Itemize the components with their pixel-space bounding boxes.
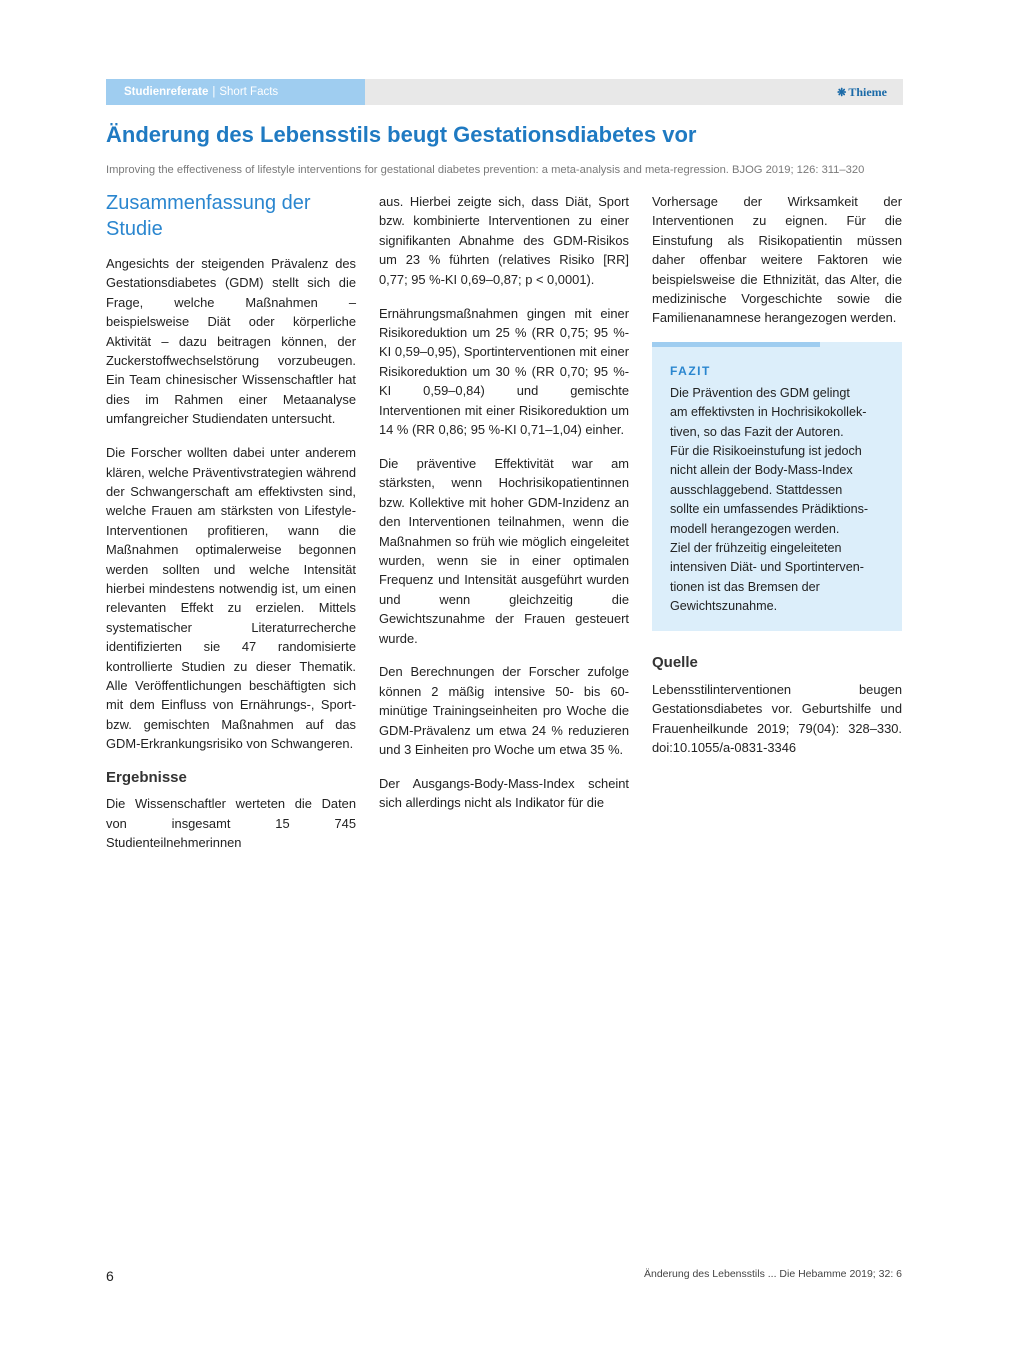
header-bar xyxy=(106,79,903,105)
column-3 xyxy=(652,192,902,772)
publisher-logo xyxy=(837,79,887,105)
conclusion-line: Ziel der frühzeitig eingeleiteten xyxy=(670,541,842,555)
paragraph: Die Wissenschaftler werteten die Daten von insgesamt 15 745 Studienteilnehmerinnen xyxy=(106,796,356,850)
paragraph: Die Forscher wollten dabei unter anderem klären, welche Präventivstrategien während der Schwangerschaft am effektivsten sind, welche Frauen am stärksten von Lifestyle-Interventionen profitieren, wann die Maßnahmen optimalerweise begonnen werden sollten und welche Intensität hierbei mindestens notwendig ist, um einen relevanten Effekt zu erzielen. Mittels systematischer Literaturrecherche identifizierten sie 47 randomisierte kontrollierte Studien zu dieser Thematik. Alle Veröffentlichungen beschäftigten sich mit dem Einfluss von Ernährungs-, Sport- bzw. gemischten Maßnahmen auf das GDM-Erkrankungsrisiko von Schwangeren. xyxy=(106,445,356,752)
column-1 xyxy=(106,190,356,867)
column-2 xyxy=(379,192,629,827)
source-text: Lebensstilinterventionen beugen Gestationsdiabetes vor. Geburtshilfe und Frauenheilkunde 2019; 79(04): 328–330. doi:10.1055/a-0831-3346 xyxy=(652,682,902,756)
running-footer: Änderung des Lebensstils ... Die Hebamme 2019; 32: 6 xyxy=(644,1268,902,1280)
conclusion-line: ausschlaggebend. Stattdessen xyxy=(670,482,843,497)
results-heading: Ergebnisse xyxy=(106,769,187,787)
conclusion-line: Gewichtszunahme. xyxy=(670,599,778,614)
article-title: Änderung des Lebensstils beugt Gestationsdiabetes vor xyxy=(106,122,697,147)
conclusion-line: tionen ist das Bremsen der xyxy=(670,579,820,594)
conclusion-title: FAZIT xyxy=(670,364,711,379)
paragraph: Die präventive Effektivität war am stärksten, wenn Hochrisikopatientinnen bzw. Kollektive mit hoher GDM-Inzidenz an den Interventionen teilnahmen, wenn die Maßnahmen so früh wie möglich eingeleitet wurden, wenn sie in einer optimalen Frequenz und Intensität ausgeführt wurden und wenn gleichzeitig die Gewichtszunahme der Frauen gesteuert wurde. xyxy=(379,455,629,646)
section-separator: | xyxy=(212,86,216,98)
conclusion-box xyxy=(652,342,902,630)
thieme-logo-icon: ❋ xyxy=(837,87,847,99)
paragraph: Angesichts der steigenden Prävalenz des Gestationsdiabetes (GDM) stellt sich die Frage, welche Maßnahmen – beispielsweise Diät oder körperliche Aktivität – dazu beitragen können, der Zuckerstoffwechselstörung vorzubeugen. Ein Team chinesischer Wissenschaftler hat dies im Rahmen einer Metaanalyse umfangreicher Studiendaten untersucht. xyxy=(106,256,356,427)
publisher-name: Thieme xyxy=(848,85,887,99)
paragraph: Vorhersage der Wirksamkeit der Interventionen zu eignen. Für die Einstufung als Risikopatientin müssen daher offenbar weitere Faktoren wie beispielsweise die Ethnizität, das Alter, die medizinische Vorgeschichte sowie die Familienanamnese herangezogen werden. xyxy=(652,194,902,326)
conclusion-line: Die Prävention des GDM gelingt xyxy=(670,385,850,400)
paragraph: Der Ausgangs-Body-Mass-Index scheint sich allerdings nicht als Indikator für die xyxy=(379,775,629,811)
conclusion-line: modell herangezogen werden. xyxy=(670,521,840,536)
conclusion-text xyxy=(670,384,884,617)
subsection-name: Short Facts xyxy=(219,86,279,98)
conclusion-line: nicht allein der Body-Mass-Index xyxy=(670,463,853,478)
conclusion-accent-bar xyxy=(652,342,820,347)
summary-heading: Zusammenfassung der Studie xyxy=(106,192,311,240)
source-heading: Quelle xyxy=(652,653,698,671)
section-name: Studienreferate xyxy=(124,86,209,98)
conclusion-line: Für die Risikoeinstufung ist jedoch xyxy=(670,443,862,458)
conclusion-line: tiven, so das Fazit der Autoren. xyxy=(670,424,844,439)
paragraph: aus. Hierbei zeigte sich, dass Diät, Sport bzw. kombinierte Interventionen zu einer signifikanten Abnahme des GDM-Risikos um 23 % führten (relatives Risiko [RR] 0,77; 95 %-KI 0,69–0,87; p < 0,0001). xyxy=(379,194,629,287)
page-number: 6 xyxy=(106,1268,114,1284)
conclusion-line: intensiven Diät- und Sportinterven- xyxy=(670,560,864,575)
paragraph: Ernährungsmaßnahmen gingen mit einer Risikoreduktion um 25 % (RR 0,75; 95 %-KI 0,59–0,95), Sportinterventionen mit einer Risikoreduktion um 30 % (RR 0,70; 95 %-KI 0,59–0,84) und gemischte Interventionen mit einer Risikoreduktion um 14 % (RR 0,86; 95 %-KI 0,71–1,04) einher. xyxy=(379,305,629,437)
conclusion-line: sollte ein umfassendes Prädiktions- xyxy=(670,502,869,517)
paragraph: Den Berechnungen der Forscher zufolge können 2 mäßig intensive 50- bis 60-minütige Trainingseinheiten pro Woche die GDM-Prävalenz um etwa 24 % reduzieren und 3 Einheiten pro Woche um etwa 35 %. xyxy=(379,664,629,758)
source-citation: Improving the effectiveness of lifestyle interventions for gestational diabetes prevention: a meta-analysis and meta-regression. BJOG 2019; 126: 311–320 xyxy=(106,164,865,176)
conclusion-line: am effektivsten in Hochrisikokollek- xyxy=(670,405,867,420)
section-label xyxy=(106,79,365,105)
